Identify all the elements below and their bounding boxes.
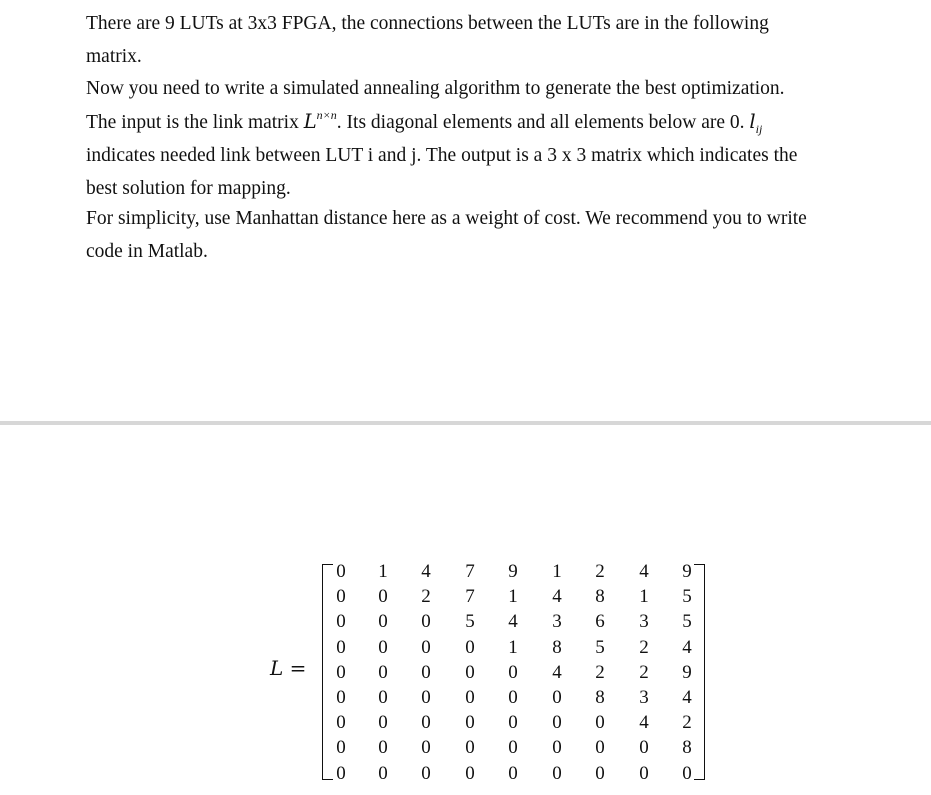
matrix-cell: 0	[508, 762, 518, 784]
matrix-cell: 4	[639, 712, 649, 734]
matrix-cell: 0	[421, 762, 431, 784]
intro-paragraph	[86, 8, 906, 73]
task-line-2-end: . Its diagonal elements and all elements below are 0.	[336, 111, 750, 133]
matrix-cell: 5	[682, 586, 692, 608]
matrix-cell: 0	[336, 712, 346, 734]
matrix-cell: 0	[508, 661, 518, 683]
matrix-cell: 0	[508, 737, 518, 759]
matrix-cell: 7	[465, 586, 475, 608]
matrix-cell: 0	[336, 687, 346, 708]
matrix-cell: 0	[595, 737, 605, 759]
matrix-superscript: n×n	[316, 107, 337, 122]
matrix-cell: 3	[639, 611, 649, 633]
matrix-cell: 0	[465, 661, 475, 683]
matrix-cell: 0	[378, 586, 388, 608]
matrix-cell: 0	[378, 611, 388, 633]
matrix-cell: 0	[465, 687, 475, 708]
matrix-cell: 0	[378, 636, 388, 658]
matrix-cell: 2	[595, 661, 605, 683]
matrix-symbol: L	[303, 109, 317, 133]
matrix-cell: 2	[639, 661, 649, 683]
matrix-cell: 1	[508, 636, 518, 658]
matrix-cell: 0	[682, 762, 692, 784]
matrix-cell: 0	[552, 687, 562, 708]
matrix-cell: 0	[508, 712, 518, 734]
hint-paragraph	[86, 203, 906, 268]
matrix-cell: 7	[465, 561, 475, 582]
matrix-cell: 5	[465, 611, 475, 633]
hint-line-2: code in Matlab.	[86, 240, 208, 262]
matrix-row	[320, 762, 710, 786]
matrix-cell: 6	[595, 611, 605, 633]
matrix-cell: 3	[552, 611, 562, 633]
matrix-cell: 0	[336, 737, 346, 759]
matrix-cell: 9	[508, 561, 518, 582]
matrix-cell: 0	[378, 687, 388, 708]
matrix-label-text: L =	[270, 656, 307, 680]
matrix-cell: 4	[639, 561, 649, 582]
matrix-cell: 1	[508, 586, 518, 608]
matrix-cell: 4	[682, 636, 692, 658]
matrix-cell: 0	[465, 712, 475, 734]
task-line-2-start: The input is the link matrix	[86, 111, 304, 133]
matrix-row	[320, 711, 710, 735]
matrix-cell: 5	[682, 611, 692, 633]
matrix-row	[320, 686, 710, 710]
matrix-cell: 0	[378, 712, 388, 734]
matrix-cell: 4	[508, 611, 518, 633]
matrix-cell: 0	[552, 737, 562, 759]
matrix-cell: 0	[421, 661, 431, 683]
intro-line-2: matrix.	[86, 45, 142, 67]
matrix-cell: 9	[682, 661, 692, 683]
matrix-cell: 0	[421, 712, 431, 734]
matrix-cell: 5	[595, 636, 605, 658]
matrix-cell: 0	[421, 636, 431, 658]
matrix-cell: 4	[552, 661, 562, 683]
matrix-cell: 1	[378, 561, 388, 582]
matrix-cell: 1	[552, 561, 562, 582]
section-divider	[0, 421, 931, 425]
matrix-cell: 8	[595, 586, 605, 608]
matrix-cell: 0	[552, 762, 562, 784]
matrix-cell: 4	[552, 586, 562, 608]
task-line-3: indicates needed link between LUT i and j. The output is a 3 x 3 matrix which indicates the	[86, 145, 798, 166]
matrix-row	[320, 736, 710, 760]
matrix-cell: 0	[378, 762, 388, 784]
matrix-cell: 0	[336, 561, 346, 582]
matrix-cell: 0	[421, 611, 431, 633]
matrix-cell: 2	[682, 712, 692, 734]
element-subscript: ij	[755, 121, 763, 136]
task-line-2	[86, 106, 906, 141]
matrix-cell: 0	[421, 737, 431, 759]
task-line-1: Now you need to write a simulated annealing algorithm to generate the best optimization.	[86, 78, 785, 99]
matrix-cell: 0	[595, 712, 605, 734]
matrix-cell: 0	[336, 661, 346, 683]
matrix-row	[320, 585, 710, 609]
matrix-cell: 0	[336, 762, 346, 784]
matrix-cell: 1	[639, 586, 649, 608]
matrix-cell: 8	[595, 687, 605, 708]
matrix-cell: 4	[682, 687, 692, 708]
matrix-cell: 0	[336, 611, 346, 633]
matrix-cell: 0	[552, 712, 562, 734]
element-symbol: l	[749, 109, 756, 133]
matrix-cell: 0	[465, 636, 475, 658]
matrix-cell: 0	[639, 762, 649, 784]
task-line-4: best solution for mapping.	[86, 177, 291, 199]
matrix-row	[320, 636, 710, 660]
matrix-cell: 0	[465, 762, 475, 784]
matrix-cell: 2	[639, 636, 649, 658]
matrix-cell: 0	[336, 636, 346, 658]
matrix-cell: 0	[421, 687, 431, 708]
matrix-cell: 0	[508, 687, 518, 708]
matrix-cell: 0	[465, 737, 475, 759]
matrix-cell: 8	[682, 737, 692, 759]
hint-line-1: For simplicity, use Manhattan distance here as a weight of cost. We recommend you to write	[86, 208, 807, 229]
matrix-row	[320, 610, 710, 634]
matrix-cell: 3	[639, 687, 649, 708]
matrix-cell: 9	[682, 561, 692, 582]
matrix-cell: 0	[336, 586, 346, 608]
matrix-cell: 0	[639, 737, 649, 759]
matrix-row	[320, 560, 710, 584]
intro-line-1: There are 9 LUTs at 3x3 FPGA, the connections between the LUTs are in the following	[86, 13, 769, 34]
matrix-cell: 2	[421, 586, 431, 608]
matrix-cell: 4	[421, 561, 431, 582]
matrix-cell: 2	[595, 561, 605, 582]
task-paragraph	[86, 73, 906, 205]
matrix-label	[270, 656, 306, 681]
matrix-row	[320, 661, 710, 685]
matrix-cell: 0	[378, 737, 388, 759]
matrix-cell: 0	[378, 661, 388, 683]
matrix-cell: 0	[595, 762, 605, 784]
matrix-cell: 8	[552, 636, 562, 658]
